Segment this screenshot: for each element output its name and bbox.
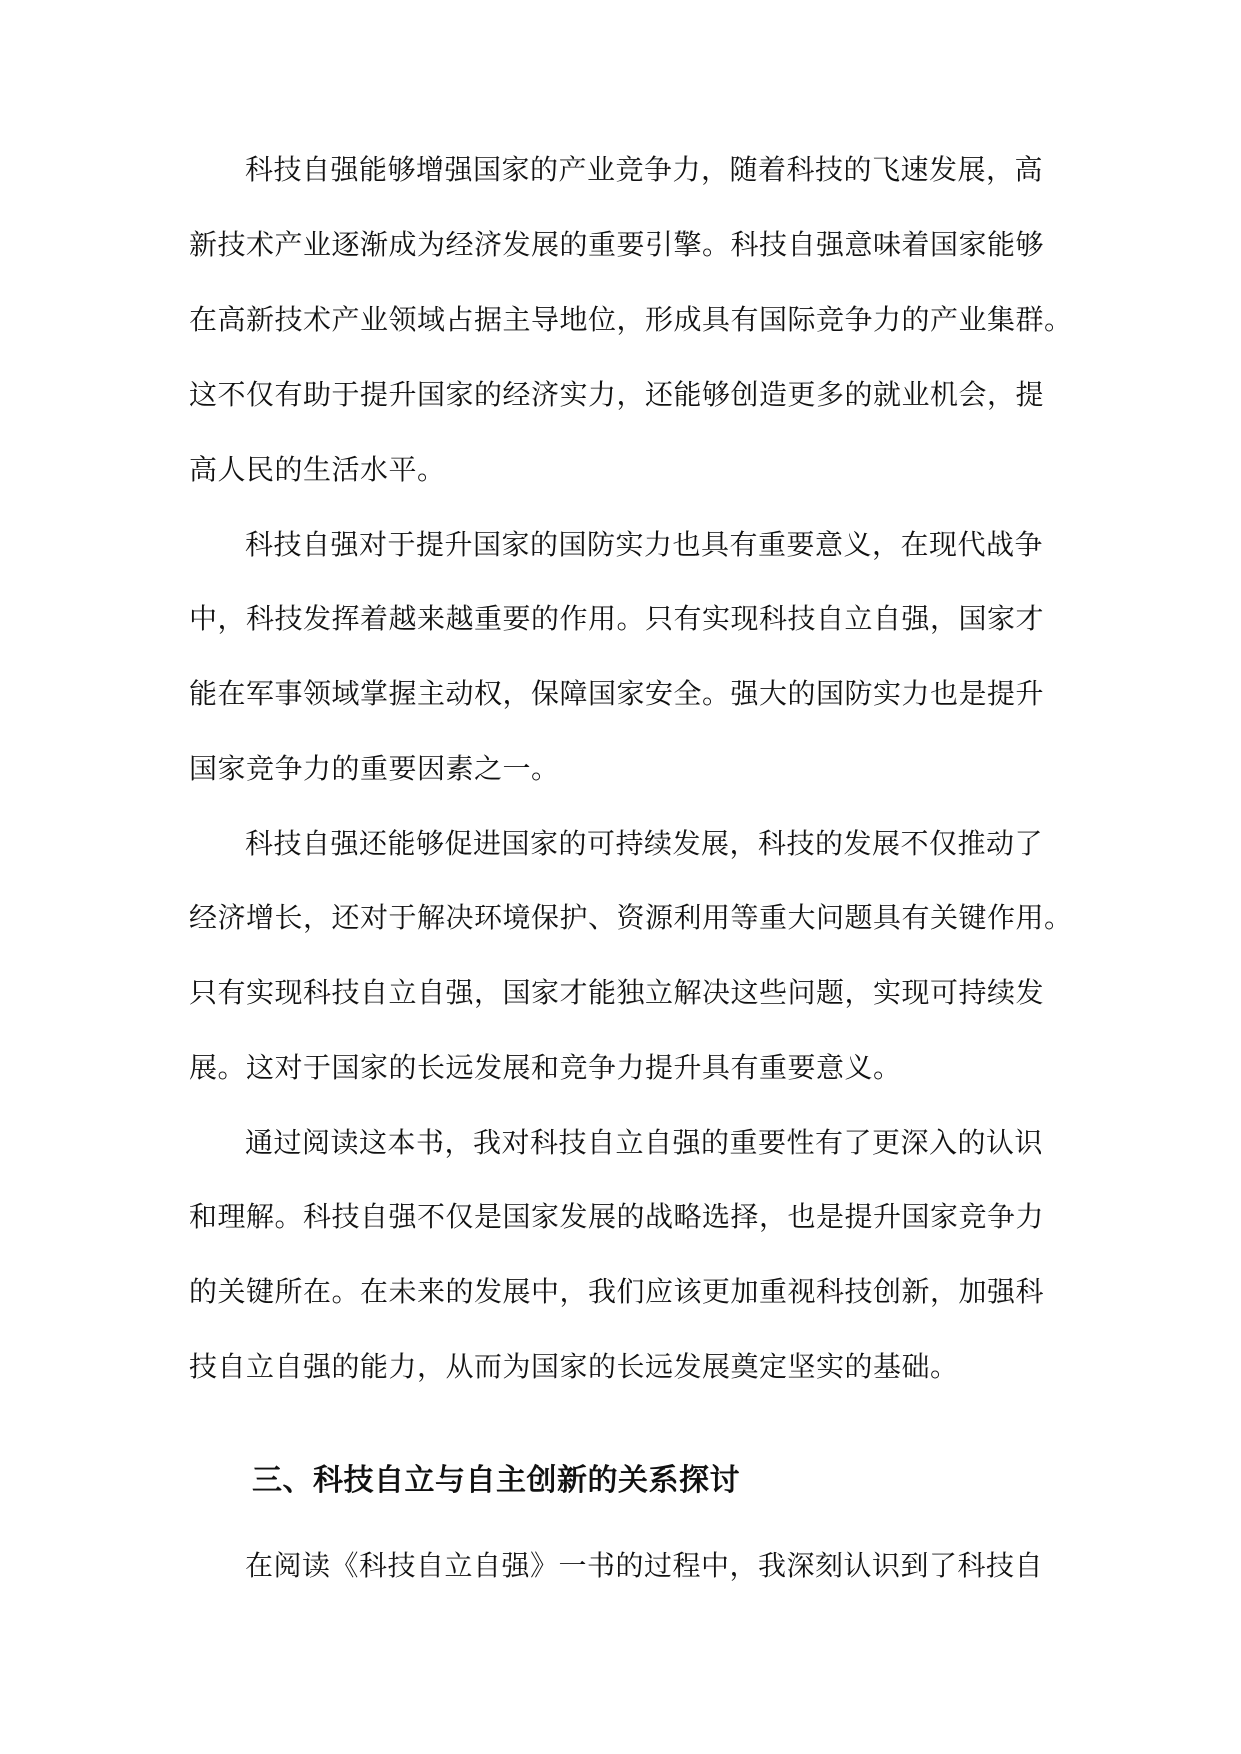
paragraph-4-line-3: 的关键所在。在未来的发展中，我们应该更加重视科技创新，加强科	[189, 1275, 1045, 1308]
paragraph-1-line-2: 新技术产业逐渐成为经济发展的重要引擎。科技自强意味着国家能够	[189, 228, 1045, 261]
paragraph-1-line-3: 在高新技术产业领域占据主导地位，形成具有国际竞争力的产业集群。	[189, 303, 1073, 336]
paragraph-3-line-4: 展。这对于国家的长远发展和竞争力提升具有重要意义。	[189, 1051, 902, 1084]
paragraph-1-line-5: 高人民的生活水平。	[189, 453, 446, 486]
paragraph-1-line-1: 科技自强能够增强国家的产业竞争力，随着科技的飞速发展，高	[245, 153, 1044, 186]
paragraph-2-line-3: 能在军事领域掌握主动权，保障国家安全。强大的国防实力也是提升	[189, 677, 1045, 710]
paragraph-4-line-1: 通过阅读这本书，我对科技自立自强的重要性有了更深入的认识	[245, 1126, 1044, 1159]
paragraph-3-line-2: 经济增长，还对于解决环境保护、资源利用等重大问题具有关键作用。	[189, 901, 1073, 934]
paragraph-4-line-4: 技自立自强的能力，从而为国家的长远发展奠定坚实的基础。	[189, 1350, 959, 1383]
paragraph-5-line-1: 在阅读《科技自立自强》一书的过程中，我深刻认识到了科技自	[245, 1549, 1044, 1582]
paragraph-3-line-1: 科技自强还能够促进国家的可持续发展，科技的发展不仅推动了	[245, 827, 1044, 860]
paragraph-2-line-4: 国家竞争力的重要因素之一。	[189, 752, 560, 785]
paragraph-2-line-1: 科技自强对于提升国家的国防实力也具有重要意义，在现代战争	[245, 528, 1044, 561]
paragraph-4-line-2: 和理解。科技自强不仅是国家发展的战略选择，也是提升国家竞争力	[189, 1200, 1045, 1233]
section-heading: 三、科技自立与自主创新的关系探讨	[252, 1463, 740, 1498]
paragraph-2-line-2: 中，科技发挥着越来越重要的作用。只有实现科技自立自强，国家才	[189, 602, 1045, 635]
paragraph-1-line-4: 这不仅有助于提升国家的经济实力，还能够创造更多的就业机会，提	[189, 378, 1045, 411]
paragraph-3-line-3: 只有实现科技自立自强，国家才能独立解决这些问题，实现可持续发	[189, 976, 1045, 1009]
